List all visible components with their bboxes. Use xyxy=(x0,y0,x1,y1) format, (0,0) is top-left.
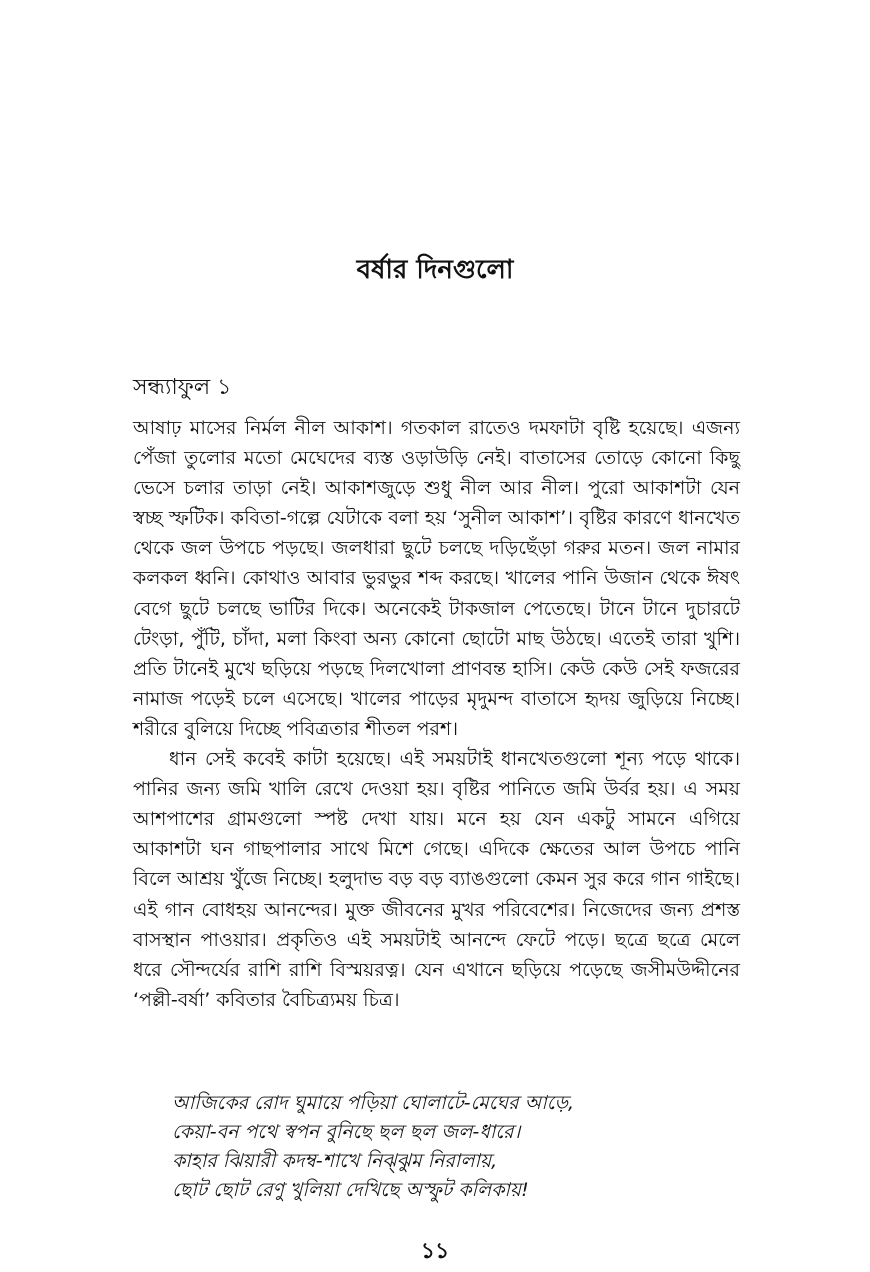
poem-quote xyxy=(172,1089,732,1205)
section-heading: সন্ধ্যাফুল ১ xyxy=(133,375,232,400)
poem-line: আজিকের রোদ ঘুমায়ে পড়িয়া ঘোলাটে-মেঘের আড়ে, xyxy=(172,1092,574,1114)
paragraph-1: আষাঢ় মাসের নির্মল নীল আকাশ। গতকাল রাতেও দমফাটা বৃষ্টি হয়েছে। এজন্য পেঁজা তুলোর মতো মেঘেদের ব্যস্ত ওড়াউড়ি নেই। বাতাসের তোড়ে কোনো কিছু ভেসে চলার তাড়া নেই। আকাশজুড়ে শুধু নীল আর নীল। পুরো আকাশটা যেন স্বচ্ছ স্ফটিক। কবিতা-গল্পে যেটাকে বলা হয় ‘সুনীল আকাশ’। বৃষ্টির কারণে ধানখেত থেকে জল উপচে পড়ছে। জলধারা ছুটে চলছে দড়িছেঁড়া গরুর মতন। জল নামার কলকল ধ্বনি। কোথাও আবার ভুরভুর শব্দ করছে। খালের পানি উজান থেকে ঈষৎ বেগে ছুটে চলছে ভাটির দিকে। অনেকেই টাকজাল পেতেছে। টানে টানে দুচারটে টেংড়া, পুঁটি, চাঁদা, মলা কিংবা অন্য কোনো ছোটো মাছ উঠছে। এতেই তারা খুশি। প্রতি টানেই মুখে ছড়িয়ে পড়ছে দিলখোলা প্রাণবন্ত হাসি। কেউ কেউ সেই ফজরের নামাজ পড়েই চলে এসেছে। খালের পাড়ের মৃদুমন্দ বাতাসে হৃদয় জুড়িয়ে নিচ্ছে। শরীরে বুলিয়ে দিচ্ছে পবিত্রতার শীতল পরশ। xyxy=(133,417,740,740)
body-text xyxy=(133,413,740,1015)
poem-line: কাহার ঝিয়ারী কদম্ব-শাখে নিঝ্ঝুম নিরালায়, xyxy=(172,1150,498,1172)
chapter-title: বর্ষার দিনগুলো xyxy=(356,255,514,285)
poem-line: কেয়া-বন পথে স্বপন বুনিছে ছল ছল জল-ধারে। xyxy=(172,1121,521,1143)
poem-line: ছোট ছোট রেণু খুলিয়া দেখিছে অস্ফুট কলিকায়! xyxy=(172,1179,529,1201)
paragraph-2: ধান সেই কবেই কাটা হয়েছে। এই সময়টাই ধানখেতগুলো শূন্য পড়ে থাকে। পানির জন্য জমি খালি রেখে দেওয়া হয়। বৃষ্টির পানিতে জমি উর্বর হয়। এ সময় আশপাশের গ্রামগুলো স্পষ্ট দেখা যায়। মনে হয় যেন একটু সামনে এগিয়ে আকাশটা ঘন গাছপালার সাথে মিশে গেছে। এদিকে ক্ষেতের আল উপচে পানি বিলে আশ্রয় খুঁজে নিচ্ছে। হলুদাভ বড় বড় ব্যাঙগুলো কেমন সুর করে গান গাইছে। এই গান বোধহয় আনন্দের। মুক্ত জীবনের মুখর পরিবেশের। নিজেদের জন্য প্রশস্ত বাসস্থান পাওয়ার। প্রকৃতিও এই সময়টাই আনন্দে ফেটে পড়ে। ছত্রে ছত্রে মেলে ধরে সৌন্দর্যের রাশি রাশি বিস্ময়রত্ন। যেন এখানে ছড়িয়ে পড়েছে জসীমউদ্দীনের ‘পল্লী-বর্ষা’ কবিতার বৈচিত্র্যময় চিত্র। xyxy=(133,748,740,1011)
page-number: ১১ xyxy=(420,1239,450,1264)
